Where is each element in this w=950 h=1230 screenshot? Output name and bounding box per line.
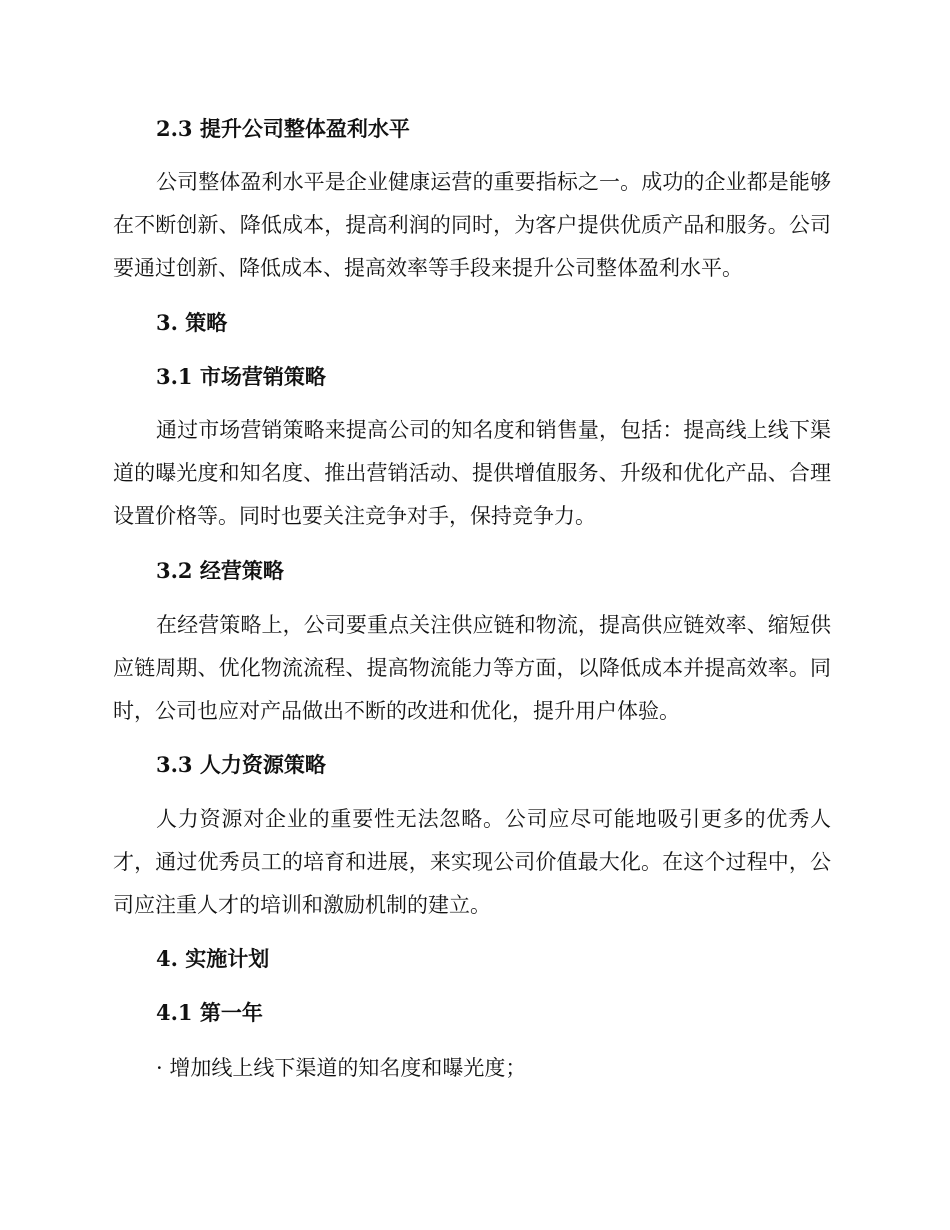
section-heading-3-1: 3.1 市场营销策略 bbox=[156, 364, 326, 389]
section-heading-3: 3. 策略 bbox=[156, 310, 228, 335]
section-heading-3-2: 3.2 经营策略 bbox=[156, 558, 284, 583]
section-paragraph-2-3: 公司整体盈利水平是企业健康运营的重要指标之一。成功的企业都是能够在不断创新、降低成本，提高利润的同时，为客户提供优质产品和服务。公司要通过创新、降低成本、提高效率等手段来提升公司整体盈利水平。 bbox=[113, 170, 831, 280]
list-item: · 增加线上线下渠道的知名度和曝光度； bbox=[156, 1056, 527, 1080]
section-heading-4-1: 4.1 第一年 bbox=[156, 1000, 263, 1025]
section-heading-4: 4. 实施计划 bbox=[156, 946, 270, 971]
section-heading-2-3: 2.3 提升公司整体盈利水平 bbox=[156, 116, 410, 141]
section-paragraph-3-3: 人力资源对企业的重要性无法忽略。公司应尽可能地吸引更多的优秀人才，通过优秀员工的培育和进展，来实现公司价值最大化。在这个过程中，公司应注重人才的培训和激励机制的建立。 bbox=[113, 807, 831, 917]
section-paragraph-3-1: 通过市场营销策略来提高公司的知名度和销售量，包括：提高线上线下渠道的曝光度和知名度、推出营销活动、提供增值服务、升级和优化产品、合理设置价格等。同时也要关注竞争对手，保持竞争力。 bbox=[113, 418, 831, 528]
section-heading-3-3: 3.3 人力资源策略 bbox=[156, 752, 326, 777]
section-paragraph-3-2: 在经营策略上，公司要重点关注供应链和物流，提高供应链效率、缩短供应链周期、优化物流流程、提高物流能力等方面，以降低成本并提高效率。同时，公司也应对产品做出不断的改进和优化，提升用户体验。 bbox=[113, 613, 831, 723]
